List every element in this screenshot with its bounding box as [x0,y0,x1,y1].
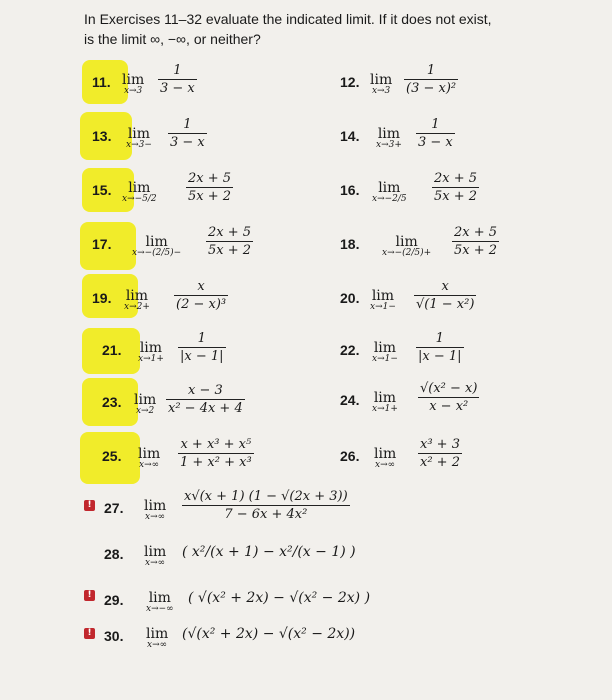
exercise-number: 21. [102,342,122,358]
denominator: |x − 1| [418,349,462,364]
limit-operator: lim x→3− [126,126,152,150]
denominator: 5x + 2 [434,189,478,204]
limit-subscript: x→1− [372,354,398,364]
limit-subscript: x→1+ [372,404,398,414]
exercise-18 [340,224,540,264]
fraction [416,330,464,365]
limit-subscript: x→−(2/5)+ [382,248,432,258]
exercise-28 [104,534,404,574]
exercise-26 [340,436,540,476]
limit-operator: lim x→1− [370,288,396,312]
limit-operator: lim x→3+ [376,126,402,150]
fraction [174,278,228,313]
limit-operator: lim x→∞ [146,626,169,650]
exercise-17 [92,224,282,264]
denominator: 5x + 2 [208,243,252,258]
limit-subscript: x→2 [135,406,155,416]
limit-operator: lim x→2 [134,392,157,416]
alert-flag-icon: ! [84,590,95,601]
exercise-number: 18. [340,236,360,252]
numerator: 1 [183,117,192,132]
denominator: 7 − 6x + 4x² [182,505,350,523]
denominator: √(1 − x²) [416,297,475,312]
fraction [432,170,479,205]
numerator: x [197,279,205,294]
exercise-number: 14. [340,128,360,144]
exercise-29 [104,580,404,620]
numerator: 2x + 5 [434,171,478,186]
limit-subscript: x→3 [123,86,143,96]
limit-subscript: x→∞ [139,460,160,470]
exercise-27 [104,488,404,528]
exercise-number: 30. [104,628,124,644]
exercise-number: 27. [104,500,124,516]
fraction [418,436,462,471]
limit-subscript: x→1+ [138,354,164,364]
limit-subscript: x→3+ [376,140,402,150]
numerator: 1 [435,331,444,346]
exercise-number: 17. [92,236,112,252]
limit-subscript: x→−(2/5)− [132,248,182,258]
denominator: x² − 4x + 4 [168,401,243,416]
fraction [206,224,253,259]
limit-subscript: x→3− [126,140,152,150]
numerator: x − 3 [187,383,223,398]
fraction [416,116,455,151]
fraction [404,62,458,97]
numerator: 1 [431,117,440,132]
fraction [158,62,197,97]
limit-subscript: x→∞ [145,558,166,568]
limit-operator: lim x→∞ [374,446,397,470]
limit-subscript: x→∞ [145,512,166,522]
exercise-11 [92,62,222,102]
limit-operator: lim x→−(2/5)+ [382,234,432,258]
fraction [178,436,254,471]
alert-flag-icon: ! [84,628,95,639]
limit-subscript: x→∞ [375,460,396,470]
numerator: 1 [197,331,206,346]
denominator: (2 − x)³ [176,297,227,312]
expression: ( √(x² + 2x) − √(x² − 2x) ) [188,590,371,606]
denominator: 1 + x² + x³ [180,455,252,470]
exercise-number: 15. [92,182,112,198]
exercise-14 [340,116,540,156]
limit-operator: lim x→1− [372,340,398,364]
exercise-number: 12. [340,74,360,90]
denominator: |x − 1| [180,349,224,364]
limit-subscript: x→2+ [124,302,150,312]
limit-operator: lim x→1+ [138,340,164,364]
denominator: 3 − x [418,135,453,150]
limit-operator: lim x→−2/5 [372,180,407,204]
exercise-25 [102,436,292,476]
limit-subscript: x→∞ [147,640,168,650]
exercise-number: 20. [340,290,360,306]
limit-operator: lim x→∞ [138,446,161,470]
limit-subscript: x→3 [371,86,391,96]
limit-operator: lim x→−∞ [146,590,174,614]
fraction [178,330,226,365]
numerator: √(x² − x) [420,381,478,396]
exercise-number: 22. [340,342,360,358]
limit-operator: lim x→∞ [144,498,167,522]
numerator: 1 [173,63,182,78]
limit-subscript: x→−∞ [146,604,174,614]
numerator: 2x + 5 [208,225,252,240]
denominator: x² + 2 [420,455,460,470]
exercise-22 [340,330,540,370]
limit-operator: lim x→1+ [372,390,398,414]
exercise-23 [102,382,282,422]
denominator: 3 − x [160,81,195,96]
exercise-number: 24. [340,392,360,408]
denominator: (3 − x)² [406,81,457,96]
limit-operator: lim x→∞ [144,544,167,568]
exercise-12 [340,62,540,102]
limit-subscript: x→1− [370,302,396,312]
exercise-number: 28. [104,546,124,562]
exercise-30 [104,616,404,656]
exercise-number: 26. [340,448,360,464]
fraction [182,488,350,523]
limit-subscript: x→−2/5 [372,194,407,204]
exercise-20 [340,278,540,318]
exercise-number: 23. [102,394,122,410]
fraction [414,278,476,313]
denominator: 3 − x [170,135,205,150]
expression: ( x²/(x + 1) − x²/(x − 1) ) [182,544,356,560]
numerator: x [441,279,449,294]
expression: (√(x² + 2x) − √(x² − 2x)) [182,626,356,642]
denominator: 5x + 2 [454,243,498,258]
limit-operator: lim x→2+ [124,288,150,312]
limit-operator: lim x→3 [370,72,393,96]
numerator: 2x + 5 [454,225,498,240]
alert-flag-icon: ! [84,500,95,511]
exercise-number: 29. [104,592,124,608]
fraction [186,170,233,205]
exercise-19 [92,278,272,318]
limit-operator: lim x→−(2/5)− [132,234,182,258]
limit-operator: lim x→3 [122,72,145,96]
exercise-13 [92,116,232,156]
numerator: 2x + 5 [188,171,232,186]
instructions-line-2: is the limit ∞, −∞, or neither? [84,31,261,47]
fraction [418,380,479,415]
fraction [166,382,245,417]
limit-operator: lim x→−5/2 [122,180,157,204]
exercise-number: 16. [340,182,360,198]
numerator: 1 [426,63,436,78]
numerator: x√(x + 1) (1 − √(2x + 3)) [184,489,348,504]
exercise-number: 11. [92,74,111,90]
numerator: x + x³ + x⁵ [180,437,252,452]
numerator: x³ + 3 [420,437,460,452]
denominator: 5x + 2 [188,189,232,204]
instructions-line-1: In Exercises 11–32 evaluate the indicated limit. If it does not exist, [84,11,492,27]
limit-subscript: x→−5/2 [122,194,157,204]
exercise-number: 13. [92,128,112,144]
exercise-number: 25. [102,448,122,464]
instructions [84,9,604,49]
denominator: x − x² [418,397,479,415]
exercise-21 [102,330,262,370]
fraction [168,116,207,151]
exercise-16 [340,170,540,210]
fraction [452,224,499,259]
exercise-15 [92,170,262,210]
exercise-number: 19. [92,290,112,306]
exercise-24 [340,380,540,420]
